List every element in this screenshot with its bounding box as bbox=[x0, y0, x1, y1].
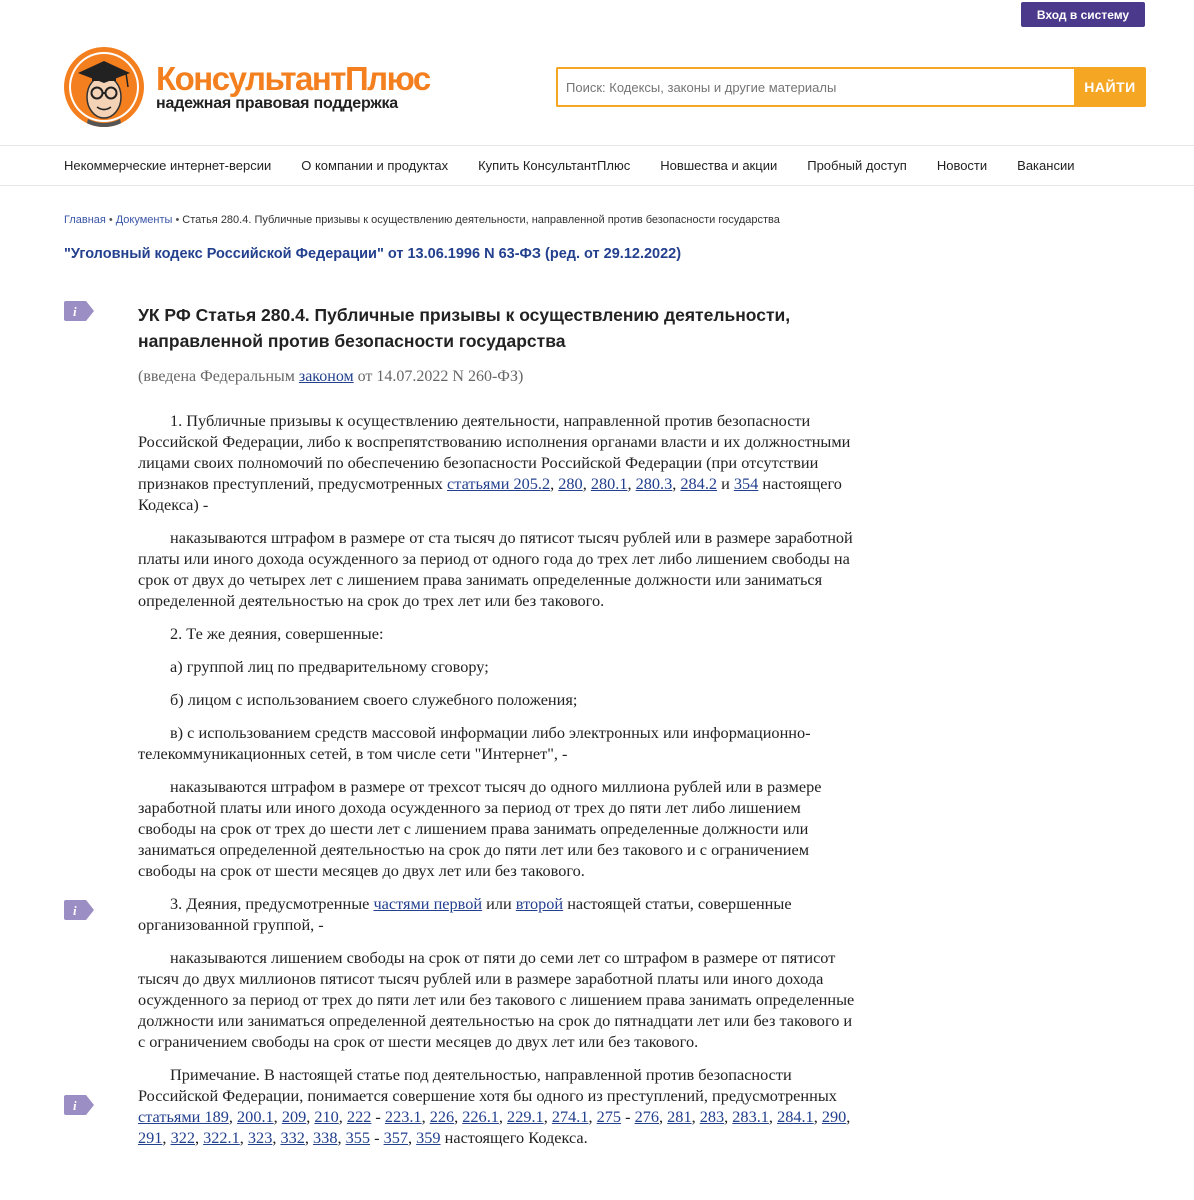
link-part-first[interactable]: частями первой bbox=[373, 894, 483, 913]
link-article-354[interactable]: 354 bbox=[733, 474, 759, 493]
note-article-link[interactable]: 357 bbox=[383, 1128, 408, 1147]
svg-text:i: i bbox=[73, 903, 77, 918]
search-bar bbox=[556, 67, 1146, 107]
paragraph-part-2: 2. Те же деяния, совершенные: bbox=[170, 624, 384, 643]
svg-text:i: i bbox=[73, 1098, 77, 1113]
nav-item-promo[interactable]: Новшества и акции bbox=[660, 158, 778, 173]
link-article-205-2[interactable]: статьями 205.2 bbox=[447, 474, 551, 493]
paragraph-note bbox=[138, 1064, 863, 1148]
note-article-link[interactable]: 200.1 bbox=[237, 1107, 274, 1126]
note-article-link[interactable]: 226.1 bbox=[462, 1107, 499, 1126]
note-article-link[interactable]: 226 bbox=[429, 1107, 455, 1126]
note-article-link[interactable]: 322 bbox=[170, 1128, 195, 1147]
intro-law-link[interactable]: законом bbox=[298, 368, 354, 385]
info-icon[interactable] bbox=[64, 1095, 94, 1115]
p1-and: и bbox=[717, 474, 734, 493]
nav-item-trial[interactable]: Пробный доступ bbox=[807, 158, 907, 173]
note-article-link[interactable]: 283.1 bbox=[732, 1107, 769, 1126]
top-strip bbox=[0, 0, 1194, 28]
note-article-link[interactable]: 281 bbox=[667, 1107, 692, 1126]
logo-subtitle: надежная правовая поддержка bbox=[156, 95, 398, 112]
document-title[interactable]: "Уголовный кодекс Российской Федерации" от 13.06.1996 N 63-ФЗ (ред. от 29.12.2022) bbox=[64, 246, 682, 262]
intro-suffix: от 14.07.2022 N 260-ФЗ) bbox=[353, 368, 524, 385]
paragraph-part-1: 1. Публичные призывы к осуществлению деятельности, направленной против безопасности Российской Федерации, либо к воспрепятствованию исполнения органами власти и их должностными лицами своих полномочий по обеспечению безопасности Российской Федерации (при отсутствии признаков преступлений, предусмотренных статьями 205.2, 280, 280.1, 280.3, 284.2 и 354 настоящего Кодекса) - bbox=[138, 411, 851, 514]
note-article-link[interactable]: статьями 189 bbox=[138, 1107, 229, 1126]
note-article-link[interactable]: 222 bbox=[346, 1107, 372, 1126]
link-article-280[interactable]: 280 bbox=[558, 474, 583, 493]
nav-item-news[interactable]: Новости bbox=[936, 158, 988, 173]
breadcrumb-home[interactable]: Главная bbox=[64, 214, 106, 226]
p1-text: 1. Публичные призывы к осуществлению деятельности, направленной против безопасности Российской Федерации, либо к воспрепятствованию исполнения органами власти и их должностными лицами своих полномочий по обеспечению безопасности Российской Федерации (при отсутствии признаков преступлений, предусмотренных bbox=[138, 411, 851, 493]
note-article-link[interactable]: 229.1 bbox=[507, 1107, 544, 1126]
note-article-link[interactable]: 283 bbox=[699, 1107, 725, 1126]
login-button[interactable]: Вход в систему bbox=[1021, 2, 1145, 27]
note-prefix: Примечание. В настоящей статье под деятельностью, направленной против безопасности Российской Федерации, понимается совершение хотя бы одного из преступлений, предусмотренных bbox=[138, 1065, 837, 1105]
article-intro bbox=[138, 368, 523, 386]
link-article-284-2[interactable]: 284.2 bbox=[680, 474, 718, 493]
note-article-link[interactable]: 338 bbox=[313, 1128, 338, 1147]
breadcrumb-separator: • bbox=[175, 214, 180, 226]
paragraph-penalty-1: наказываются штрафом в размере от ста тысяч до пятисот тысяч рублей или в размере заработной платы или иного дохода осужденного за период от одного года до трех лет либо лишением свободы на срок от двух до четырех лет с лишением права занимать определенные должности или заниматься определенной деятельностью на срок до трех лет или без такового. bbox=[138, 528, 853, 610]
nav-item-noncommercial[interactable]: Некоммерческие интернет-версии bbox=[64, 158, 272, 173]
search-button[interactable]: НАЙТИ bbox=[1074, 67, 1146, 107]
breadcrumb-current: Статья 280.4. Публичные призывы к осуществлению деятельности, направленной против безопасности государства bbox=[182, 214, 780, 226]
note-article-link[interactable]: 359 bbox=[416, 1128, 441, 1147]
paragraph-item-v: в) с использованием средств массовой информации либо электронных или информационно-телекоммуникационных сетей, в том числе сети "Интернет", - bbox=[138, 723, 811, 763]
note-article-link[interactable]: 209 bbox=[281, 1107, 307, 1126]
note-article-link[interactable]: 332 bbox=[280, 1128, 305, 1147]
logo[interactable] bbox=[64, 46, 430, 128]
link-article-280-1[interactable]: 280.1 bbox=[590, 474, 628, 493]
logo-title: КонсультантПлюс bbox=[156, 60, 430, 97]
note-article-link[interactable]: 210 bbox=[314, 1107, 339, 1126]
breadcrumb bbox=[64, 214, 780, 226]
note-article-link[interactable]: 274.1 bbox=[551, 1107, 589, 1126]
info-icon[interactable] bbox=[64, 900, 94, 920]
mascot-logo-icon bbox=[64, 47, 144, 127]
nav-item-about[interactable]: О компании и продуктах bbox=[301, 158, 449, 173]
breadcrumb-docs[interactable]: Документы bbox=[115, 214, 173, 226]
note-article-link[interactable]: 290 bbox=[821, 1107, 847, 1126]
logo-text bbox=[156, 62, 430, 112]
paragraph-part-3 bbox=[138, 893, 863, 935]
paragraph-penalty-3: наказываются лишением свободы на срок от пяти до семи лет со штрафом в размере от пятисот тысяч до двух миллионов пятисот тысяч рублей или в размере заработной платы или иного дохода осужденного за период от трех до пяти лет или без такового с лишением права занимать определенные должности или заниматься определенной деятельностью на срок до пятнадцати лет или без такового и с ограничением свободы на срок от шести месяцев до двух лет или без такового. bbox=[138, 948, 855, 1051]
nav-item-buy[interactable]: Купить КонсультантПлюс bbox=[478, 158, 631, 173]
breadcrumb-separator: • bbox=[108, 214, 113, 226]
link-article-280-3[interactable]: 280.3 bbox=[635, 474, 673, 493]
paragraph-penalty-2: наказываются штрафом в размере от трехсот тысяч до одного миллиона рублей или в размере заработной платы или иного дохода осужденного за период от трех до пяти лет либо лишением свободы на срок от трех до шести лет с лишением права занимать определенные должности или заниматься определенной деятельностью на срок до пяти лет или без такового и с ограничением свободы на срок от шести месяцев до двух лет или без такового. bbox=[138, 777, 822, 880]
main-nav bbox=[0, 146, 1194, 186]
intro-prefix: (введена Федеральным bbox=[138, 368, 299, 385]
info-icon[interactable] bbox=[64, 301, 94, 321]
note-suffix: настоящего Кодекса. bbox=[440, 1128, 588, 1147]
search-input[interactable] bbox=[556, 67, 1074, 107]
note-article-link[interactable]: 355 bbox=[345, 1128, 371, 1147]
article-body bbox=[138, 410, 863, 1160]
svg-text:i: i bbox=[73, 304, 77, 319]
note-article-link[interactable]: 284.1 bbox=[777, 1107, 814, 1126]
link-part-second[interactable]: второй bbox=[515, 894, 564, 913]
site-header bbox=[0, 28, 1194, 146]
nav-item-jobs[interactable]: Вакансии bbox=[1017, 158, 1075, 173]
paragraph-item-b: б) лицом с использованием своего служебного положения; bbox=[170, 690, 578, 709]
note-article-link[interactable]: 223.1 bbox=[384, 1107, 422, 1126]
note-links: статьями 189, 200.1, 209, 210, 222 - 223.1, 226, 226.1, 229.1, 274.1, 275 - 276, 281, 283, 283.1, 284.1, 290, 291, 322, 322.1, 323, 332, 338, 355 - 357, 359 bbox=[138, 1107, 851, 1147]
p8-suffix: настоящей статьи, совершенные организованной группой, - bbox=[138, 894, 792, 934]
note-article-link[interactable]: 275 bbox=[596, 1107, 622, 1126]
note-article-link[interactable]: 276 bbox=[634, 1107, 660, 1126]
p8-prefix: 3. Деяния, предусмотренные bbox=[170, 894, 374, 913]
p1-end: настоящего Кодекса) - bbox=[138, 474, 842, 514]
p8-or: или bbox=[482, 894, 516, 913]
paragraph-item-a: а) группой лиц по предварительному сговору; bbox=[170, 657, 489, 676]
note-article-link[interactable]: 291 bbox=[138, 1128, 163, 1147]
note-article-link[interactable]: 323 bbox=[247, 1128, 273, 1147]
note-article-link[interactable]: 322.1 bbox=[203, 1128, 240, 1147]
article-heading: УК РФ Статья 280.4. Публичные призывы к осуществлению деятельности, направленной против безопасности государства bbox=[138, 305, 791, 351]
